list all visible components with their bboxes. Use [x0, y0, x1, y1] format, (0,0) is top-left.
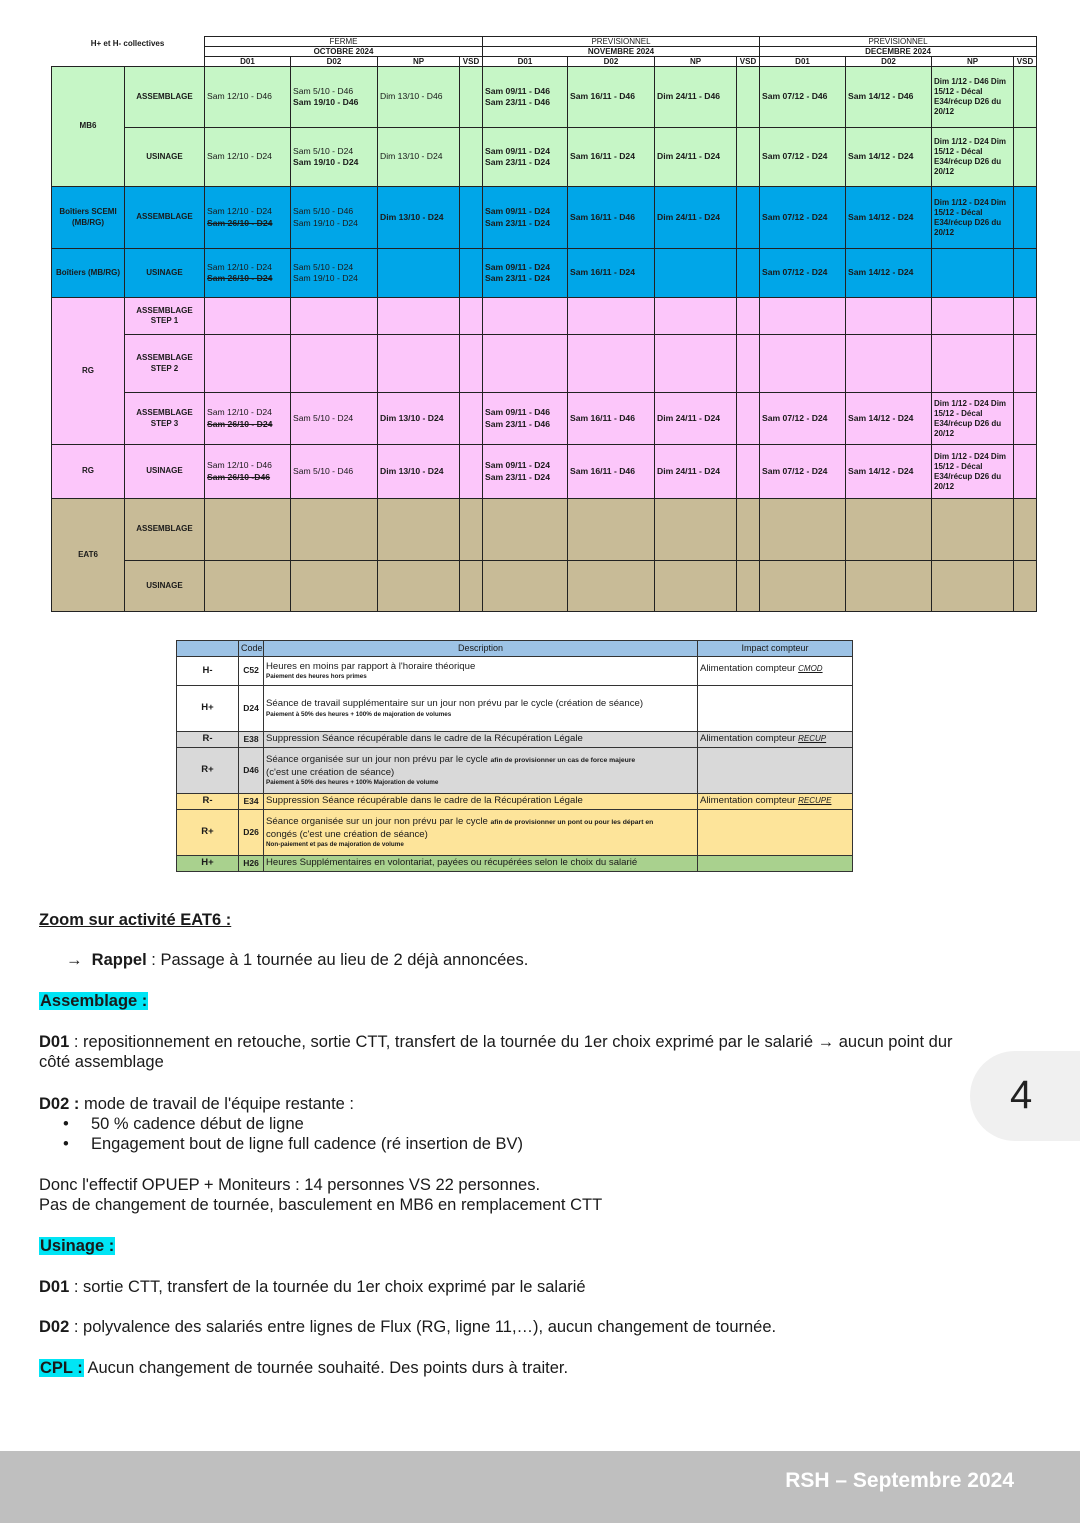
- legend-code: D26: [239, 810, 264, 856]
- table-row: [52, 499, 1037, 561]
- list-item: • 50 % cadence début de ligne: [63, 1114, 939, 1134]
- assemblage-d02: [39, 1094, 939, 1154]
- arrow-icon: →: [66, 951, 83, 969]
- cell: Sam 14/12 - D24: [846, 128, 932, 187]
- cell-line: Sam 5/10 - D46: [293, 85, 354, 96]
- cell-line: Sam 19/10 - D24: [293, 157, 359, 167]
- cell: Sam 5/10 - D24: [291, 393, 378, 445]
- cell: [205, 249, 291, 298]
- code-legend-table: [176, 640, 853, 872]
- cell: [483, 393, 568, 445]
- cell: [483, 128, 568, 187]
- cell: [291, 249, 378, 298]
- legend-code: D46: [239, 748, 264, 794]
- cell-line: Sam 5/10 - D24: [293, 261, 354, 272]
- cell-line: Sam 23/11 - D24: [485, 217, 550, 228]
- cell: Dim 24/11 - D24: [655, 393, 737, 445]
- legend-row: [177, 810, 853, 856]
- cell: [655, 249, 737, 298]
- cell: [205, 445, 291, 499]
- cell-vsd: [1014, 128, 1037, 187]
- legend-desc-text: (c'est une création de séance): [266, 766, 395, 778]
- cell: Dim 1/12 - D24 Dim 15/12 - Décal E34/récup D26 du 20/12: [932, 393, 1014, 445]
- status-oct: FERME: [205, 37, 483, 47]
- cell-line-struck: Sam 26/10 -D46: [207, 471, 271, 482]
- legend-row: [177, 686, 853, 732]
- effectif-block: [39, 1175, 939, 1215]
- legend-counter: CMOD: [798, 664, 823, 673]
- legend-counter: RECUPE: [798, 796, 832, 806]
- col-d02: D02: [568, 57, 655, 67]
- legend-desc-text: Séance de travail supplémentaire sur un jour non prévu par le cycle (création de séance): [266, 698, 644, 710]
- legend-inline-note: afin de provisionner un pont ou pour les départ en: [490, 819, 654, 827]
- legend-header-code: Code: [239, 641, 264, 657]
- usi-d02-label: D02: [39, 1318, 70, 1336]
- schedule-title: H+ et H- collectives: [90, 39, 165, 48]
- sub-usinage: USINAGE: [125, 561, 205, 612]
- cell: [291, 187, 378, 249]
- sub-usinage: USINAGE: [125, 445, 205, 499]
- legend-description: [264, 657, 698, 686]
- group-mb6: MB6: [52, 67, 125, 187]
- legend-impact: [698, 748, 853, 794]
- cell-line: Sam 19/10 - D24: [293, 217, 358, 228]
- cell: Sam 16/11 - D46: [568, 445, 655, 499]
- cell: Sam 12/10 - D46: [205, 67, 291, 128]
- table-row: [52, 298, 1037, 335]
- cell-line-struck: Sam 26/10 - D24: [207, 273, 273, 283]
- table-row: [52, 393, 1037, 445]
- cell-line: Sam 09/11 - D46: [485, 85, 550, 96]
- cell-line: Sam 09/11 - D24: [485, 145, 550, 156]
- cell: Dim 13/10 - D24: [378, 128, 460, 187]
- legend-description: Suppression Séance récupérable dans le cadre de la Récupération Légale: [264, 732, 698, 748]
- cell-vsd: [1014, 187, 1037, 249]
- table-row: [52, 445, 1037, 499]
- legend-impact-text: Alimentation compteur: [700, 795, 799, 807]
- cell-line: Sam 23/11 - D46: [485, 97, 550, 107]
- cell: [483, 445, 568, 499]
- legend-header-impact: Impact compteur: [698, 641, 853, 657]
- ass-d02-text: mode de travail de l'équipe restante :: [79, 1095, 355, 1113]
- cell: Sam 14/12 - D24: [846, 393, 932, 445]
- cell-vsd: [1014, 249, 1037, 298]
- table-row: [52, 561, 1037, 612]
- cell: [483, 187, 568, 249]
- cell: Sam 07/12 - D24: [760, 249, 846, 298]
- pas-changement-text: Pas de changement de tournée, basculement en MB6 en remplacement CTT: [39, 1196, 603, 1214]
- usinage-d01: [39, 1277, 979, 1297]
- legend-note: Paiement à 50% des heures + 100% Majoration de volume: [266, 779, 439, 787]
- legend-inline-note: afin de provisionner un cas de force majeure: [490, 757, 636, 765]
- legend-type: H+: [177, 686, 239, 732]
- legend-note: Non-paiement et pas de majoration de volume: [266, 841, 404, 849]
- cell-vsd: [737, 187, 760, 249]
- cell: Sam 07/12 - D24: [760, 445, 846, 499]
- cell-line: Sam 09/11 - D24: [485, 261, 550, 272]
- cell: [483, 249, 568, 298]
- legend-desc-text: Heures en moins par rapport à l'horaire théorique: [266, 660, 476, 672]
- col-vsd: VSD: [1014, 57, 1037, 67]
- legend-counter: RECUP: [798, 734, 827, 744]
- legend-type: R-: [177, 794, 239, 810]
- cpl-text: Aucun changement de tournée souhaité. Des points durs à traiter.: [83, 1359, 569, 1377]
- cell: Dim 13/10 - D24: [378, 187, 460, 249]
- page-number: 4: [1010, 1073, 1033, 1117]
- footer-text: RSH – Septembre 2024: [785, 1469, 1014, 1492]
- cell-line: Sam 23/11 - D46: [485, 418, 550, 429]
- cpl-line: [39, 1358, 979, 1378]
- page-number-badge: [970, 1051, 1080, 1141]
- col-d02: D02: [291, 57, 378, 67]
- cell-line: Sam 12/10 - D24: [207, 261, 272, 272]
- col-np: NP: [655, 57, 737, 67]
- cell: Sam 07/12 - D46: [760, 67, 846, 128]
- cell-line-struck: Sam 26/10 - D24: [207, 217, 273, 228]
- status-nov: PREVISIONNEL: [483, 37, 760, 47]
- col-d01: D01: [483, 57, 568, 67]
- cell-vsd: [460, 128, 483, 187]
- sub-assemblage: ASSEMBLAGE: [125, 499, 205, 561]
- legend-impact-text: Alimentation compteur: [700, 663, 799, 674]
- sub-step1: ASSEMBLAGE STEP 1: [125, 298, 205, 335]
- month-nov: NOVEMBRE 2024: [483, 47, 760, 57]
- cell-line: Sam 23/11 - D24: [485, 273, 550, 283]
- cell-line: Sam 5/10 - D24: [293, 145, 354, 156]
- cell: Sam 16/11 - D24: [568, 128, 655, 187]
- cell-vsd: [737, 393, 760, 445]
- cell-line: Sam 23/11 - D24: [485, 157, 550, 167]
- legend-note: Paiement à 50% des heures + 100% de majoration de volumes: [266, 710, 452, 718]
- col-np: NP: [378, 57, 460, 67]
- effectif-text: Donc l'effectif OPUEP + Moniteurs : 14 personnes VS 22 personnes.: [39, 1176, 541, 1194]
- table-row: [52, 335, 1037, 393]
- legend-description: Heures Supplémentaires en volontariat, payées ou récupérées selon le choix du salarié: [264, 856, 698, 872]
- cell-vsd: [460, 67, 483, 128]
- cell-vsd: [1014, 445, 1037, 499]
- group-rg: RG: [52, 445, 125, 499]
- legend-code: E38: [239, 732, 264, 748]
- cell: Sam 16/11 - D24: [568, 249, 655, 298]
- rappel-line: [66, 950, 528, 970]
- col-vsd: VSD: [460, 57, 483, 67]
- cell-vsd: [737, 249, 760, 298]
- cell: Sam 07/12 - D24: [760, 128, 846, 187]
- footer-bar: [0, 1451, 1080, 1523]
- cell-vsd: [737, 445, 760, 499]
- cell-vsd: [460, 249, 483, 298]
- legend-description: Suppression Séance récupérable dans le cadre de la Récupération Légale: [264, 794, 698, 810]
- cell: [291, 128, 378, 187]
- cell: [205, 187, 291, 249]
- legend-row: [177, 794, 853, 810]
- legend-desc-text: (c'est une création de séance): [296, 828, 428, 840]
- cell: Sam 14/12 - D24: [846, 445, 932, 499]
- legend-impact: [698, 657, 853, 686]
- legend-type: H+: [177, 856, 239, 872]
- legend-desc-text: Séance organisée sur un jour non prévu par le cycle: [266, 816, 491, 828]
- col-d01: D01: [760, 57, 846, 67]
- cell: Dim 13/10 - D24: [378, 393, 460, 445]
- legend-row: [177, 732, 853, 748]
- legend-code: H26: [239, 856, 264, 872]
- cell: Dim 1/12 - D24 Dim 15/12 - Décal E34/récup D26 du 20/12: [932, 445, 1014, 499]
- cell-vsd: [737, 67, 760, 128]
- table-row: [52, 67, 1037, 128]
- sub-usinage: USINAGE: [125, 249, 205, 298]
- cell-vsd: [737, 128, 760, 187]
- legend-description: [264, 686, 698, 732]
- legend-type: R+: [177, 810, 239, 856]
- usi-d02-text: : polyvalence des salariés entre lignes de Flux (RG, ligne 11,…), aucun changement de tournée.: [69, 1318, 777, 1336]
- cell-line: Sam 23/11 - D24: [485, 471, 550, 482]
- usinage-title-text: Usinage :: [40, 1237, 115, 1255]
- cell: Sam 14/12 - D24: [846, 249, 932, 298]
- cell-line: Sam 5/10 - D46: [293, 206, 354, 217]
- cell-line: Sam 19/10 - D46: [293, 97, 359, 107]
- sub-assemblage: ASSEMBLAGE: [125, 67, 205, 128]
- usinage-d02: [39, 1317, 979, 1337]
- cell: Sam 14/12 - D24: [846, 187, 932, 249]
- cell-vsd: [460, 445, 483, 499]
- cell: Sam 5/10 - D46: [291, 445, 378, 499]
- group-boitiers-scemi: Boîtiers SCEMI (MB/RG): [52, 187, 125, 249]
- cell-line-struck: Sam 26/10 - D24: [207, 418, 273, 429]
- legend-impact-text: Alimentation compteur: [700, 733, 799, 745]
- sub-step2: ASSEMBLAGE STEP 2: [125, 335, 205, 393]
- sub-usinage: USINAGE: [125, 128, 205, 187]
- legend-impact: [698, 686, 853, 732]
- legend-type: R+: [177, 748, 239, 794]
- legend-row: [177, 748, 853, 794]
- cell: Sam 07/12 - D24: [760, 187, 846, 249]
- col-vsd: VSD: [737, 57, 760, 67]
- legend-code: C52: [239, 657, 264, 686]
- legend-type: H-: [177, 657, 239, 686]
- legend-header-description: Description: [264, 641, 698, 657]
- cell-vsd: [460, 187, 483, 249]
- legend-desc-text: Séance organisée sur un jour non prévu par le cycle: [266, 754, 491, 766]
- cell: [483, 67, 568, 128]
- usinage-title: [39, 1236, 115, 1256]
- legend-impact: [698, 856, 853, 872]
- cell: Dim 24/11 - D24: [655, 128, 737, 187]
- sub-assemblage: ASSEMBLAGE: [125, 187, 205, 249]
- cell-line: Sam 12/10 - D24: [207, 407, 272, 418]
- col-d02: D02: [846, 57, 932, 67]
- cell: Dim 13/10 - D24: [378, 445, 460, 499]
- list-item: • Engagement bout de ligne full cadence (ré insertion de BV): [63, 1134, 939, 1154]
- table-row: [52, 128, 1037, 187]
- cell: Sam 14/12 - D46: [846, 67, 932, 128]
- cell-line: Sam 09/11 - D46: [485, 407, 550, 418]
- assemblage-d01: [39, 1032, 979, 1072]
- table-row: [52, 187, 1037, 249]
- legend-description: [264, 810, 698, 856]
- usi-d01-text: : sortie CTT, transfert de la tournée du 1er choix exprimé par le salarié: [69, 1278, 586, 1296]
- cpl-label: CPL :: [40, 1359, 83, 1377]
- cell: [932, 249, 1014, 298]
- cell-line: Sam 09/11 - D24: [485, 206, 550, 217]
- cell: [205, 393, 291, 445]
- cell-line: Sam 09/11 - D24: [485, 460, 550, 471]
- status-dec: PREVISIONNEL: [760, 37, 1037, 47]
- group-rg: RG: [52, 298, 125, 445]
- cell: [291, 67, 378, 128]
- legend-description: [264, 748, 698, 794]
- zoom-title: Zoom sur activité EAT6 :: [39, 911, 232, 929]
- legend-code: E34: [239, 794, 264, 810]
- legend-note: Paiement des heures hors primes: [266, 673, 367, 681]
- sub-step3: ASSEMBLAGE STEP 3: [125, 393, 205, 445]
- cell: Sam 16/11 - D46: [568, 187, 655, 249]
- group-eat6: EAT6: [52, 499, 125, 612]
- month-oct: OCTOBRE 2024: [205, 47, 483, 57]
- cell-line: Sam 12/10 - D24: [207, 206, 272, 217]
- assemblage-title-text: Assemblage :: [40, 992, 148, 1010]
- cell-vsd: [460, 393, 483, 445]
- cell-vsd: [1014, 393, 1037, 445]
- cell: Sam 16/11 - D46: [568, 393, 655, 445]
- col-np: NP: [932, 57, 1014, 67]
- legend-row: [177, 856, 853, 872]
- cell: Dim 24/11 - D24: [655, 445, 737, 499]
- rappel-text: : Passage à 1 tournée au lieu de 2 déjà annoncées.: [146, 951, 529, 969]
- legend-impact: [698, 794, 853, 810]
- bullet-list: [39, 1114, 939, 1154]
- cell: [378, 249, 460, 298]
- cell: Sam 16/11 - D46: [568, 67, 655, 128]
- legend-impact: [698, 732, 853, 748]
- assemblage-title: [39, 991, 148, 1011]
- cell-line: Sam 19/10 - D24: [293, 273, 358, 283]
- cell-line: Sam 12/10 - D46: [207, 460, 272, 471]
- legend-code: D24: [239, 686, 264, 732]
- ass-d01-text: : repositionnement en retouche, sortie CTT, transfert de la tournée du 1er choix exprimé par le salarié → aucun point dur côté assemblage: [39, 1033, 953, 1071]
- cell: Dim 24/11 - D46: [655, 67, 737, 128]
- legend-desc-text: congés: [266, 828, 297, 840]
- rappel-label: Rappel: [91, 951, 147, 969]
- legend-type: R-: [177, 732, 239, 748]
- ass-d01-label: D01: [39, 1033, 70, 1051]
- month-dec: DECEMBRE 2024: [760, 47, 1037, 57]
- cell: Dim 24/11 - D24: [655, 187, 737, 249]
- cell: Dim 1/12 - D46 Dim 15/12 - Décal E34/récup D26 du 20/12: [932, 67, 1014, 128]
- group-boitiers: Boîtiers (MB/RG): [52, 249, 125, 298]
- legend-row: [177, 657, 853, 686]
- usi-d01-label: D01: [39, 1278, 70, 1296]
- cell-vsd: [1014, 67, 1037, 128]
- table-row: [52, 249, 1037, 298]
- cell: Dim 1/12 - D24 Dim 15/12 - Décal E34/récup D26 du 20/12: [932, 128, 1014, 187]
- legend-impact: [698, 810, 853, 856]
- cell: Sam 07/12 - D24: [760, 393, 846, 445]
- cell: Sam 12/10 - D24: [205, 128, 291, 187]
- ass-d02-label: D02 :: [39, 1095, 80, 1113]
- schedule-table: [51, 36, 1037, 612]
- cell: Dim 1/12 - D24 Dim 15/12 - Décal E34/récup D26 du 20/12: [932, 187, 1014, 249]
- cell: Dim 13/10 - D46: [378, 67, 460, 128]
- col-d01: D01: [205, 57, 291, 67]
